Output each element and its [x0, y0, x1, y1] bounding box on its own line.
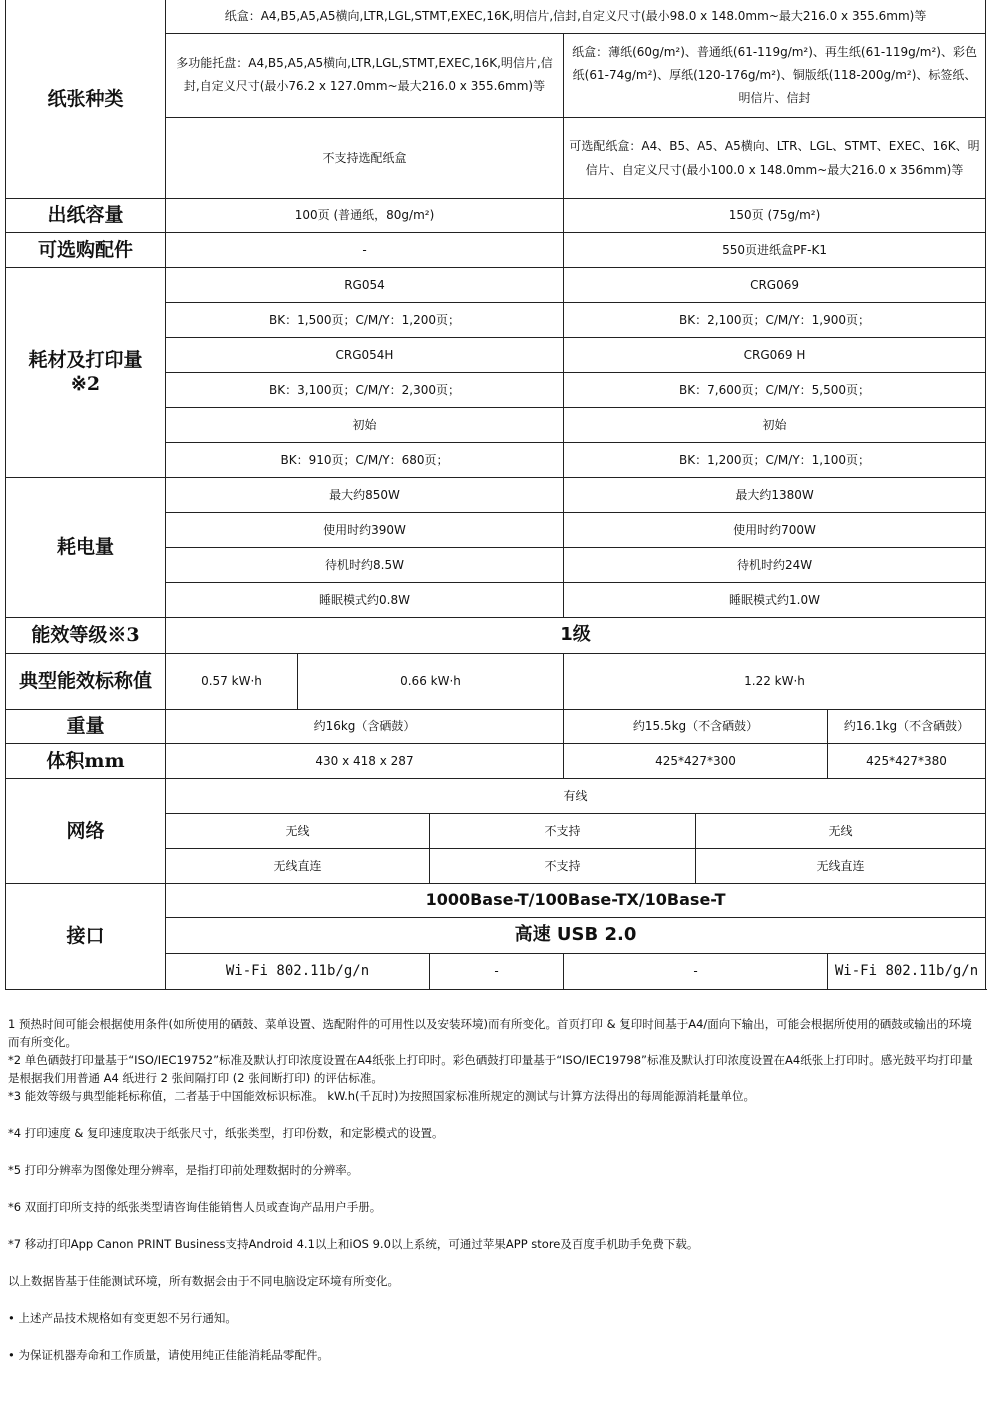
- network-wireless-direct: 不支持: [430, 848, 696, 883]
- footnote: *6 双面打印所支持的纸张类型请咨询佳能销售人员或查询产品用户手册。: [8, 1200, 382, 1214]
- label-weight: 重量: [6, 709, 166, 743]
- tec-value-1: 0.57 kW·h: [166, 653, 298, 709]
- network-wireless-direct: 无线直连: [166, 848, 430, 883]
- power-left: 使用时约390W: [166, 512, 564, 547]
- label-network: 网络: [6, 778, 166, 883]
- label-tec: 典型能效标称值: [6, 653, 166, 709]
- label-power: 耗电量: [6, 477, 166, 617]
- footnote: 以上数据皆基于佳能测试环境，所有数据会由于不同电脑设定环境有所变化。: [8, 1274, 399, 1288]
- label-consumables: [6, 267, 166, 477]
- consumable-right: BK：2,100页；C/M/Y：1,900页；: [564, 302, 986, 337]
- label-interface: 接口: [6, 883, 166, 989]
- energy-grade-value: 1级: [166, 617, 986, 653]
- accessory-left: -: [166, 232, 564, 267]
- label-output: 出纸容量: [6, 198, 166, 232]
- size-value-1: 430 x 418 x 287: [166, 743, 564, 778]
- network-wireless: 无线: [166, 813, 430, 848]
- output-right: 150页 (75g/m²): [564, 198, 986, 232]
- interface-wifi: -: [564, 953, 828, 989]
- label-paper-type: 纸张种类: [6, 0, 166, 198]
- footnote: 1 预热时间可能会根据使用条件(如所使用的硒鼓、菜单设置、选配附件的可用性以及安装环境)而有所变化。首页打印 & 复印时间基于A4/面向下输出，可能会根据所使用的硒鼓或输出的环境而有所变化。: [8, 1017, 972, 1049]
- consumable-left: BK：3,100页；C/M/Y：2,300页；: [166, 372, 564, 407]
- consumable-left: RG054: [166, 267, 564, 302]
- consumable-left: BK：1,500页；C/M/Y：1,200页；: [166, 302, 564, 337]
- label-accessory: 可选购配件: [6, 232, 166, 267]
- consumable-right: CRG069: [564, 267, 986, 302]
- weight-value-2: 约15.5kg（不含硒鼓）: [564, 709, 828, 743]
- size-value-3: 425*427*380: [828, 743, 986, 778]
- interface-wifi: Wi-Fi 802.11b/g/n: [828, 953, 986, 989]
- output-left: 100页 (普通纸，80g/m²): [166, 198, 564, 232]
- footnote: *4 打印速度 & 复印速度取决于纸张尺寸，纸张类型，打印份数，和定影模式的设置。: [8, 1126, 444, 1140]
- cassette-paper-right: 纸盒：薄纸(60g/m²)、普通纸(61-119g/m²)、再生纸(61-119g/m²)、彩色纸(61-74g/m²)、厚纸(120-176g/m²)、铜版纸(118-200g/m²)、标签纸、明信片、信封: [564, 33, 986, 117]
- power-left: 睡眠模式约0.8W: [166, 582, 564, 617]
- footnote: • 上述产品技术规格如有变更恕不另行通知。: [8, 1311, 237, 1325]
- tec-value-3: 1.22 kW·h: [564, 653, 986, 709]
- footnote: *5 打印分辨率为图像处理分辨率，是指打印前处理数据时的分辨率。: [8, 1163, 359, 1177]
- interface-wifi: Wi-Fi 802.11b/g/n: [166, 953, 430, 989]
- network-wireless: 无线: [696, 813, 986, 848]
- optional-cassette-left: 不支持选配纸盒: [166, 117, 564, 198]
- footnote: *2 单色硒鼓打印量基于“ISO/IEC19752”标准及默认打印浓度设置在A4纸张上打印时。彩色硒鼓打印量基于“ISO/IEC19798”标准及默认打印浓度设置在A4纸张上打印时。感光鼓平均打印量是根据我们用普通 A4 纸进行 2 张间隔打印 (2 张间断打印) 的评估标准。: [8, 1053, 973, 1085]
- cassette-common: 纸盒：A4,B5,A5,A5横向,LTR,LGL,STMT,EXEC,16K,明信片,信封,自定义尺寸(最小98.0 x 148.0mm~最大216.0 x 355.6mm)等: [166, 0, 986, 33]
- power-right: 最大约1380W: [564, 477, 986, 512]
- spec-table: [5, 0, 986, 990]
- tec-value-2: 0.66 kW·h: [298, 653, 564, 709]
- consumable-left: 初始: [166, 407, 564, 442]
- consumable-right: BK：7,600页；C/M/Y：5,500页；: [564, 372, 986, 407]
- network-wired: 有线: [166, 778, 986, 813]
- interface-wifi: -: [430, 953, 564, 989]
- label-energy-grade: 能效等级※3: [6, 617, 166, 653]
- consumable-right: BK：1,200页；C/M/Y：1,100页；: [564, 442, 986, 477]
- footnote: *3 能效等级与典型能耗标称值，二者基于中国能效标识标准。 kW.h(千瓦时)为按照国家标准所规定的测试与计算方法得出的每周能源消耗量单位。: [8, 1089, 755, 1103]
- consumable-left: CRG054H: [166, 337, 564, 372]
- power-left: 待机时约8.5W: [166, 547, 564, 582]
- weight-value-1: 约16kg（含硒鼓）: [166, 709, 564, 743]
- network-wireless-direct: 无线直连: [696, 848, 986, 883]
- network-wireless: 不支持: [430, 813, 696, 848]
- interface-usb: 高速 USB 2.0: [166, 917, 986, 953]
- mp-tray-left: 多功能托盘：A4,B5,A5,A5横向,LTR,LGL,STMT,EXEC,16K,明信片,信封,自定义尺寸(最小76.2 x 127.0mm~最大216.0 x 355.6mm)等: [166, 33, 564, 117]
- power-right: 睡眠模式约1.0W: [564, 582, 986, 617]
- footnote: *7 移动打印App Canon PRINT Business支持Android 4.1以上和iOS 9.0以上系统，可通过苹果APP store及百度手机助手免费下载。: [8, 1237, 699, 1251]
- optional-cassette-right: 可选配纸盒：A4、B5、A5、A5横向、LTR、LGL、STMT、EXEC、16K、明信片、自定义尺寸(最小100.0 x 148.0mm~最大216.0 x 356mm)等: [564, 117, 986, 198]
- power-left: 最大约850W: [166, 477, 564, 512]
- consumable-left: BK：910页；C/M/Y：680页；: [166, 442, 564, 477]
- size-value-2: 425*427*300: [564, 743, 828, 778]
- consumable-right: CRG069 H: [564, 337, 986, 372]
- footnotes: [8, 1015, 978, 1364]
- label-consumables-line1: 耗材及打印量: [28, 349, 143, 371]
- label-size: 体积mm: [6, 743, 166, 778]
- weight-value-3: 约16.1kg（不含硒鼓）: [828, 709, 986, 743]
- consumable-right: 初始: [564, 407, 986, 442]
- footnote: • 为保证机器寿命和工作质量，请使用纯正佳能消耗品零配件。: [8, 1348, 329, 1362]
- accessory-right: 550页进纸盒PF-K1: [564, 232, 986, 267]
- interface-ethernet: 1000Base-T/100Base-TX/10Base-T: [166, 883, 986, 917]
- power-right: 待机时约24W: [564, 547, 986, 582]
- power-right: 使用时约700W: [564, 512, 986, 547]
- label-consumables-line2: ※2: [70, 373, 101, 395]
